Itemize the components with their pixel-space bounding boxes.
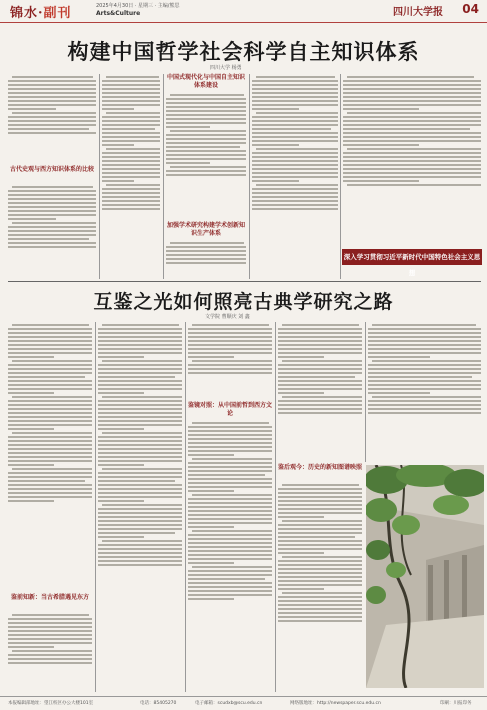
article2-headline: 互鉴之光如何照亮古典学研究之路 (93, 291, 394, 313)
article2-column-2 (98, 322, 182, 692)
column-divider (249, 74, 250, 279)
article1-headline: 构建中国哲学社会科学自主知识体系 (67, 40, 420, 64)
column-divider (95, 322, 96, 692)
article1-column-3 (166, 92, 246, 220)
article1-column-1b (8, 184, 96, 281)
article2-column-4 (278, 322, 362, 462)
corridor-illustration (366, 465, 484, 688)
footer-printer: 印刷：川报印务 (440, 701, 472, 706)
article2-column-5 (368, 322, 481, 462)
column-divider (275, 322, 276, 692)
page-footer (0, 696, 487, 710)
issue-date-line: 2025年4月30日 · 星期三 · 主编/熊思 (96, 3, 180, 9)
article1-subhead-1: 古代史观与西方知识体系的比较 (9, 166, 94, 173)
article1-subhead-3: 加强学术研究构建学术创新知识生产体系 (166, 222, 245, 237)
article2-column-4b (278, 482, 362, 692)
newspaper-logo: 四川大学报 (393, 7, 443, 18)
article2-column-3b (188, 420, 272, 692)
theme-banner: 深入学习贯彻习近平新时代中国特色社会主义思想 (342, 249, 482, 265)
article2-column-1b (8, 612, 92, 692)
article2-subhead-3: 鉴后观今：历史的新知图谱映照 (278, 464, 363, 471)
article1-column-1 (8, 74, 96, 164)
footer-address: 本报编辑部地址：望江校区办公大楼101室 (8, 701, 94, 706)
column-divider (163, 74, 164, 279)
article2-subhead-2: 鉴镜对照：从中国前哲到西方文论 (188, 402, 273, 417)
page-number: 04 (462, 2, 479, 16)
article1-subhead-2: 中国式现代化与中国自主知识体系建设 (166, 74, 245, 89)
footer-phone: 电话：85405270 (140, 701, 177, 706)
article2-column-1 (8, 322, 92, 592)
article2-column-3 (188, 322, 272, 400)
article2-subhead-1: 鉴前知新：当古希腊遇见东方 (10, 594, 89, 601)
footer-web-link[interactable]: 网络版地址：http://newspaper.scu.edu.cn (290, 701, 381, 706)
article1-column-5 (343, 74, 481, 246)
footer-email: 电子邮箱：scudxb@scu.edu.cn (195, 701, 263, 706)
section-brand: 锦水·副刊 (10, 6, 72, 21)
corridor-photo (366, 465, 484, 688)
article1-column-3b (166, 240, 246, 280)
column-divider (340, 74, 341, 279)
column-divider (185, 322, 186, 692)
masthead (0, 0, 487, 23)
column-divider (99, 74, 100, 279)
article2-byline: 文学院 曹顺庆 刘 鑫 (205, 314, 250, 320)
article1-column-4 (252, 74, 338, 279)
brand-left: 锦水 (10, 6, 39, 21)
article1-byline: 四川大学 杨勇 (210, 65, 242, 71)
article1-column-2 (102, 74, 160, 279)
section-separator (8, 281, 481, 282)
section-english-title: Arts&Culture (96, 10, 141, 17)
brand-right: 副刊 (43, 6, 72, 21)
column-divider (365, 322, 366, 462)
